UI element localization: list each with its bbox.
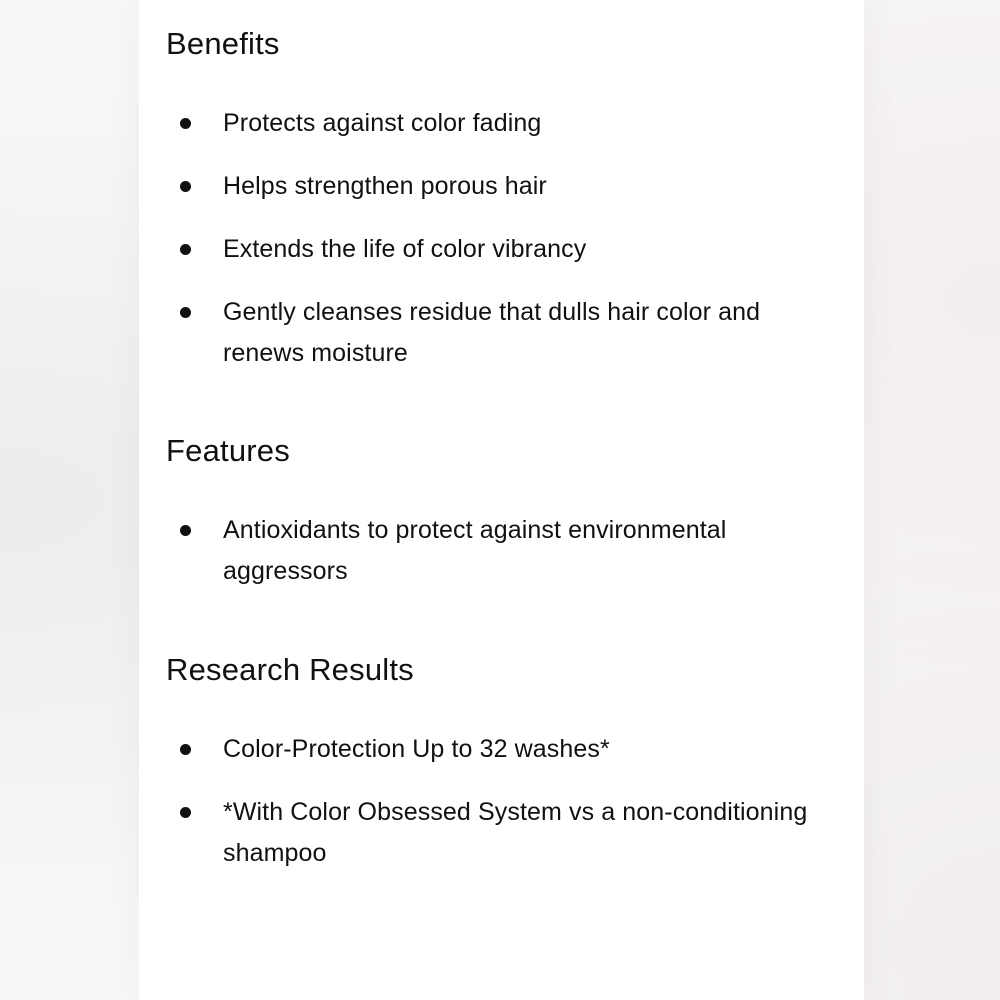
benefits-section: [166, 24, 844, 374]
list-item-text: *With Color Obsessed System vs a non-conditioning shampoo: [223, 798, 808, 867]
list-item-text: Helps strengthen porous hair: [223, 172, 547, 200]
features-section: [166, 431, 844, 592]
list-item-text: Gently cleanses residue that dulls hair color and renews moisture: [223, 298, 761, 367]
bullet-icon: [180, 807, 191, 818]
bullet-icon: [180, 181, 191, 192]
benefits-list: [166, 103, 844, 374]
list-item: [166, 792, 844, 874]
bullet-icon: [180, 744, 191, 755]
list-item-text: Extends the life of color vibrancy: [223, 235, 587, 263]
benefits-heading: Benefits: [166, 26, 280, 61]
bullet-icon: [180, 118, 191, 129]
list-item: [166, 510, 844, 592]
list-item-text: Antioxidants to protect against environmental aggressors: [223, 516, 727, 585]
research-results-section: [166, 650, 844, 874]
features-list: [166, 510, 844, 592]
bullet-icon: [180, 307, 191, 318]
list-item-text: Protects against color fading: [223, 109, 542, 137]
list-item: [166, 729, 844, 770]
features-heading: Features: [166, 433, 290, 468]
list-item: [166, 292, 844, 374]
list-item: [166, 166, 844, 207]
list-item: [166, 103, 844, 144]
bullet-icon: [180, 525, 191, 536]
product-details-card: [139, 0, 864, 1000]
list-item: [166, 229, 844, 270]
bullet-icon: [180, 244, 191, 255]
research-results-list: [166, 729, 844, 874]
research-results-heading: Research Results: [166, 652, 414, 687]
list-item-text: Color-Protection Up to 32 washes*: [223, 735, 610, 763]
